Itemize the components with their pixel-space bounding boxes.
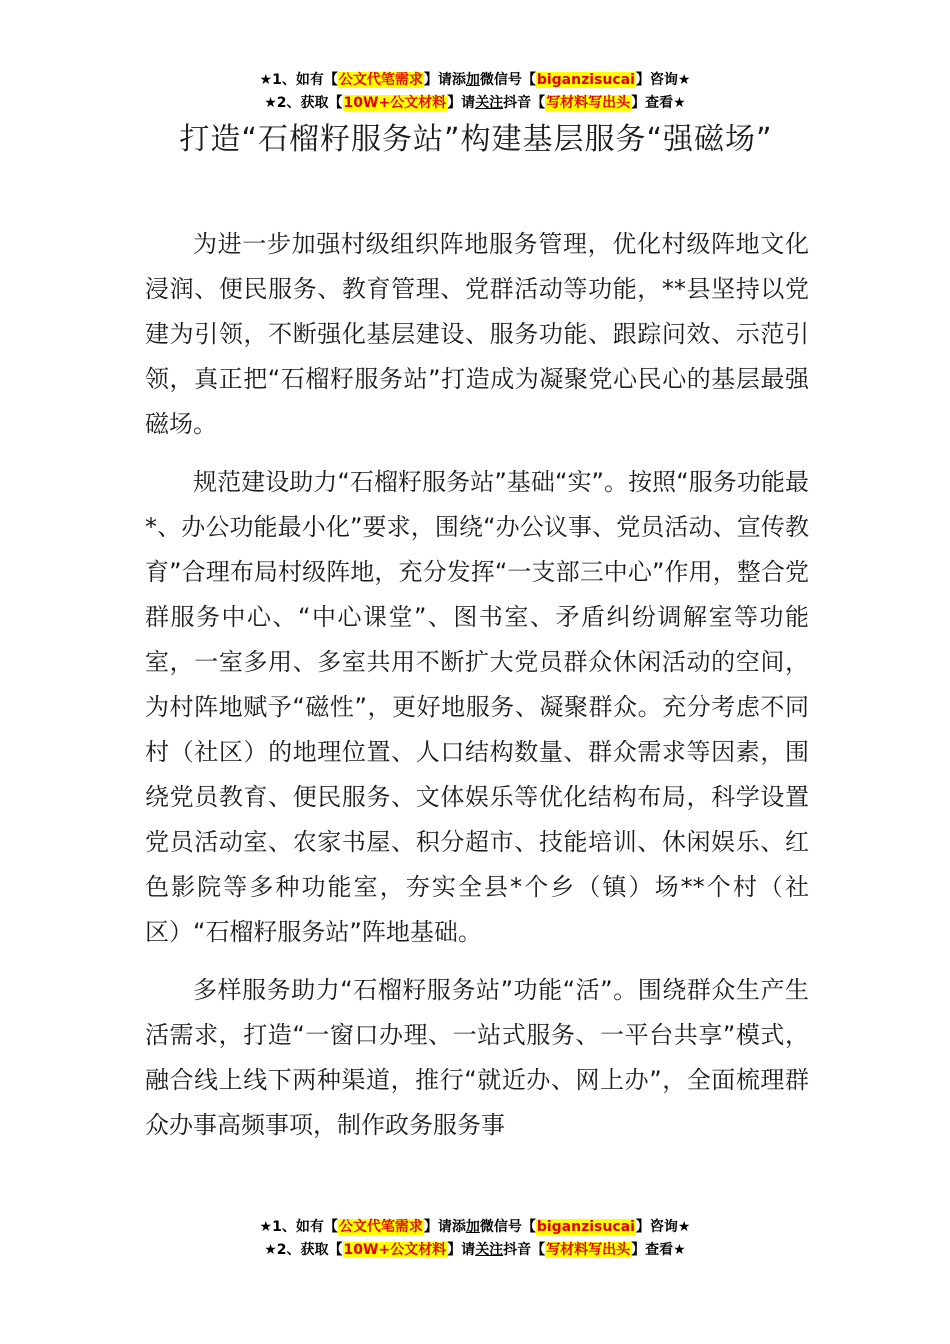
highlight-service: 公文代笔需求 xyxy=(338,72,423,88)
footer-banner xyxy=(0,1216,950,1262)
paragraph-services: 多样服务助力“石榴籽服务站”功能“活”。围绕群众生产生活需求，打造“一窗口办理、一站式服务、一平台共享”模式，融合线上线下两种渠道，推行“就近办、网上办”，全面梳理群众办事高频事项，制作政务服务事 xyxy=(145,976,809,1139)
paragraph-construction: 规范建设助力“石榴籽服务站”基础“实”。按照“服务功能最*、办公功能最小化”要求，围绕“办公议事、党员活动、宣传教育”合理布局村级阵地，充分发挥“一支部三中心”作用，整合党群服务中心、“中心课堂”、图书室、矛盾纠纷调解室等功能室，一室多用、多室共用不断扩大党员群众休闲活动的空间，为村阵地赋予“磁性”，更好地服务、凝聚群众。充分考虑不同村（社区）的地理位置、人口结构数量、群众需求等因素，围绕党员教育、便民服务、文体娱乐等优化结构布局，科学设置党员活动室、农家书屋、积分超市、技能培训、休闲娱乐、红色影院等多种功能室，夯实全县*个乡（镇）场**个村（社区）“石榴籽服务站”阵地基础。 xyxy=(145,468,809,946)
highlight-materials: 10W+公文材料 xyxy=(343,1242,447,1258)
highlight-douyin: 写材料写出头 xyxy=(546,1242,631,1258)
document-title: 打造“石榴籽服务站”构建基层服务“强磁场” xyxy=(179,122,773,157)
banner-line-2: ★2、获取【10W+公文材料】请关注抖音【写材料写出头】查看★ xyxy=(264,95,686,111)
document-body xyxy=(145,222,809,1161)
banner-line-1: ★1、如有【公文代笔需求】请添加微信号【biganzisucai】咨询★ xyxy=(259,72,691,88)
highlight-wechat-id: biganzisucai xyxy=(536,72,635,88)
highlight-wechat-id: biganzisucai xyxy=(536,1219,635,1235)
paragraph-intro: 为进一步加强村级组织阵地服务管理，优化村级阵地文化浸润、便民服务、教育管理、党群活动等功能，**县坚持以党建为引领，不断强化基层建设、服务功能、跟踪问效、示范引领，真正把“石榴籽服务站”打造成为凝聚党心民心的基层最强磁场。 xyxy=(145,230,809,438)
header-banner xyxy=(0,69,950,115)
highlight-service: 公文代笔需求 xyxy=(338,1219,423,1235)
banner-line-1: ★1、如有【公文代笔需求】请添加微信号【biganzisucai】咨询★ xyxy=(259,1219,691,1235)
banner-line-2: ★2、获取【10W+公文材料】请关注抖音【写材料写出头】查看★ xyxy=(264,1242,686,1258)
highlight-materials: 10W+公文材料 xyxy=(343,95,447,111)
highlight-douyin: 写材料写出头 xyxy=(546,95,631,111)
